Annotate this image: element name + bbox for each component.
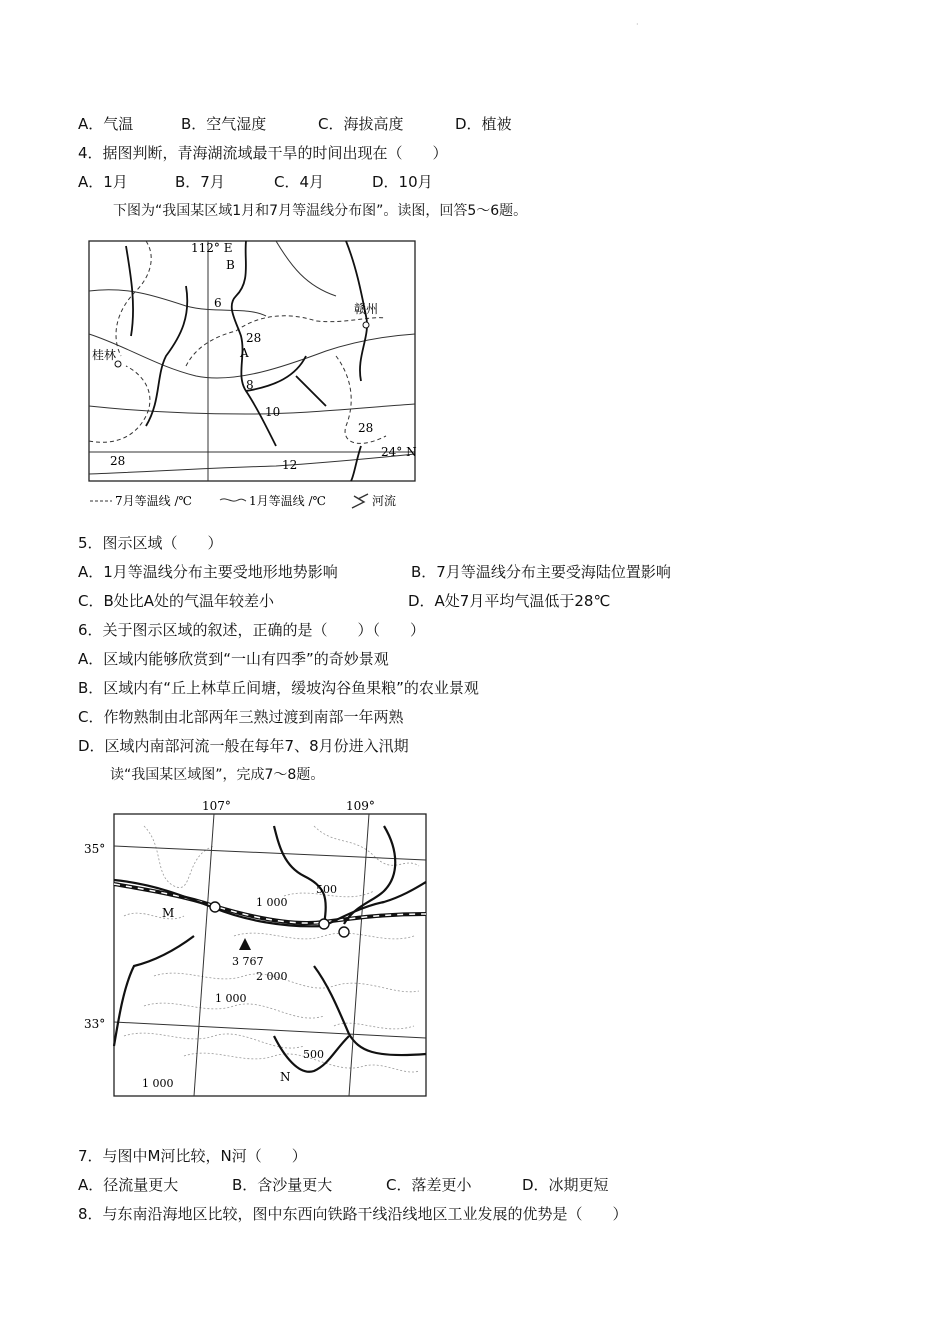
contour-1000b: 1 000 bbox=[215, 992, 247, 1005]
contour-2000: 2 000 bbox=[256, 970, 288, 983]
label-24N: 24° N bbox=[381, 445, 417, 459]
q7-option-c: C．落差更小 bbox=[386, 1176, 472, 1194]
legend-july: 7月等温线 /℃ bbox=[115, 494, 192, 508]
q5-option-d: D．A处7月平均气温低于28℃ bbox=[408, 592, 611, 610]
q3-option-d: D．植被 bbox=[455, 115, 512, 133]
label-112E: 112° E bbox=[191, 241, 233, 255]
region-map-svg bbox=[84, 796, 434, 1106]
q5-option-a: A．1月等温线分布主要受地形地势影响 bbox=[78, 563, 338, 581]
label-109: 109° bbox=[346, 799, 375, 813]
q6-option-a: A．区域内能够欣赏到“一山有四季”的奇妙景观 bbox=[78, 650, 389, 668]
city-ganzhou-marker bbox=[363, 322, 369, 328]
label-B: B bbox=[226, 258, 235, 272]
label-33: 33° bbox=[84, 1017, 106, 1031]
iso-label-8: 8 bbox=[246, 378, 254, 392]
page-dot: · bbox=[636, 20, 639, 29]
contour-1000c: 1 000 bbox=[142, 1077, 174, 1090]
iso-label-10: 10 bbox=[265, 405, 281, 419]
region-map bbox=[84, 796, 434, 1110]
iso-label-12: 12 bbox=[282, 458, 298, 472]
label-river-m: M bbox=[162, 906, 175, 920]
label-A: A bbox=[240, 346, 249, 360]
map1-frame bbox=[89, 241, 415, 481]
q4-option-d: D．10月 bbox=[372, 173, 433, 191]
isotherm-map-svg bbox=[86, 236, 421, 516]
q6-option-d: D．区域内南部河流一般在每年7、8月份进入汛期 bbox=[78, 737, 409, 755]
q5-stem: 5．图示区域（ ） bbox=[78, 534, 223, 552]
station-1 bbox=[210, 902, 220, 912]
label-107: 107° bbox=[202, 799, 231, 813]
isotherm-map bbox=[86, 236, 421, 520]
legend-jan-line bbox=[220, 499, 246, 501]
intro-7-8: 读“我国某区域图”，完成7～8题。 bbox=[110, 767, 325, 783]
label-ganzhou: 赣州 bbox=[354, 302, 379, 316]
q6-option-b: B．区域内有“丘上林草丘间塘，缓坡沟谷鱼果粮”的农业景观 bbox=[78, 679, 479, 697]
contour-1000a: 1 000 bbox=[256, 896, 288, 909]
station-2 bbox=[319, 919, 329, 929]
q4-option-a: A．1月 bbox=[78, 173, 128, 191]
contour-500b: 500 bbox=[303, 1048, 324, 1061]
iso-label-6: 6 bbox=[214, 296, 222, 310]
q7-stem: 7．与图中M河比较，N河（ ） bbox=[78, 1147, 307, 1165]
intro-5-6: 下图为“我国某区域1月和7月等温线分布图”。读图，回答5～6题。 bbox=[113, 203, 528, 219]
q6-stem: 6．关于图示区域的叙述，正确的是（ ）（ ） bbox=[78, 621, 426, 639]
label-peak-elevation: 3 767 bbox=[232, 955, 264, 968]
q4-option-c: C．4月 bbox=[274, 173, 325, 191]
iso-label-28b: 28 bbox=[358, 421, 374, 435]
q7-option-d: D．冰期更短 bbox=[522, 1176, 609, 1194]
legend-river-symbol bbox=[352, 494, 368, 508]
legend-jan: 1月等温线 /℃ bbox=[249, 494, 326, 508]
iso-label-28a: 28 bbox=[246, 331, 262, 345]
q3-option-b: B．空气湿度 bbox=[181, 115, 267, 133]
contour-500a: 500 bbox=[316, 883, 337, 896]
label-guilin: 桂林 bbox=[92, 348, 117, 362]
q4-option-b: B．7月 bbox=[175, 173, 225, 191]
q4-stem: 4．据图判断，青海湖流域最干旱的时间出现在（ ） bbox=[78, 144, 448, 162]
legend-river: 河流 bbox=[372, 494, 397, 508]
station-3 bbox=[339, 927, 349, 937]
q3-option-a: A．气温 bbox=[78, 115, 134, 133]
q3-option-c: C．海拔高度 bbox=[318, 115, 404, 133]
q8-stem: 8．与东南沿海地区比较，图中东西向铁路干线沿线地区工业发展的优势是（ ） bbox=[78, 1205, 628, 1223]
label-river-n: N bbox=[280, 1070, 291, 1084]
q6-option-c: C．作物熟制由北部两年三熟过渡到南部一年两熟 bbox=[78, 708, 404, 726]
q7-option-a: A．径流量更大 bbox=[78, 1176, 179, 1194]
q5-option-c: C．B处比A处的气温年较差小 bbox=[78, 592, 275, 610]
q7-option-b: B．含沙量更大 bbox=[232, 1176, 333, 1194]
q5-option-b: B．7月等温线分布主要受海陆位置影响 bbox=[411, 563, 671, 581]
label-35: 35° bbox=[84, 842, 106, 856]
iso-label-28c: 28 bbox=[110, 454, 126, 468]
